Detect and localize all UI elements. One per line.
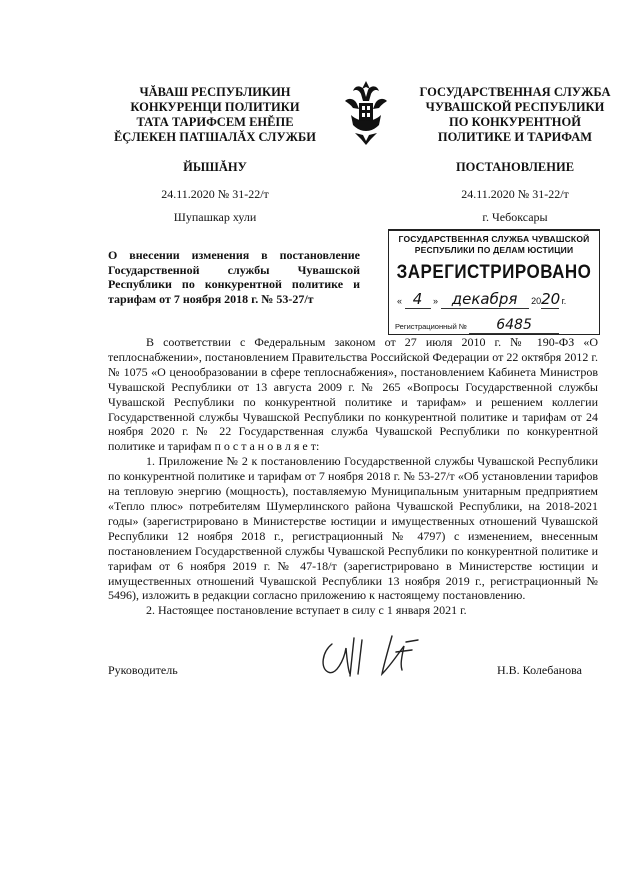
emblem-icon	[333, 75, 399, 147]
city-russian: г. Чебоксары	[482, 210, 548, 224]
stamp-year-suffix: 20	[541, 290, 561, 308]
header-russian-line: ПО КОНКУРЕНТНОЙ	[449, 115, 581, 129]
stamp-number: 6485	[469, 317, 559, 334]
body-item-1: 1. Приложение № 2 к постановлению Государственной службы Чувашской Республики по конкурентной политике и тарифам от 7 ноября 2018 г. № 53-27/т «Об установлении тарифов на тепловую энергию (мощность), поставляемую Муниципальным унитарным предприятием «Тепло плюс» потребителям Шумерлинского района Чувашской Республики, на 2018-2021 годы» (зарегистрировано в Министерстве юстиции и имущественных отношений Чувашской Республики 12 ноября 2018 г., регистрационный № 4797) с изменением, внесенным постановлением Государственной службы Чувашской Республики по конкурентной политике и тарифам от 6 ноября 2019 г. № 47-18/т (зарегистрировано в Министерстве юстиции и имущественных отношений Чувашской Республики 13 ноября 2019 г., регистрационный № 5496), изложить в редакции согласно приложению к настоящему постановлению.	[108, 454, 598, 603]
doc-type-russian: ПОСТАНОВЛЕНИЕ	[455, 160, 575, 174]
document-subject: О внесении изменения в постановление Государственной службы Чувашской Республики по конкурентной политике и тарифам от 7 ноября 2018 г. № 53-27/т	[108, 248, 360, 306]
stamp-date-line	[397, 290, 593, 309]
header-russian-line: ПОЛИТИКЕ И ТАРИФАМ	[437, 130, 593, 144]
stamp-day: 4	[405, 290, 431, 309]
signatory-name: Н.В. Колебанова	[497, 663, 582, 677]
header-russian	[410, 85, 620, 145]
stamp-quote-close: »	[433, 296, 439, 306]
header-chuvash-line: КОНКУРЕНЦИ ПОЛИТИКИ	[130, 100, 300, 114]
stamp-year-prefix: 20	[531, 296, 542, 306]
body-preamble: В соответствии с Федеральным законом от 27 июля 2010 г. № 190-ФЗ «О теплоснабжении», постановлением Правительства Российской Федерации от 22 октября 2012 г. № 1075 «О ценообразовании в сфере теплоснабжения», постановлением Кабинета Министров Чувашской Республики от 13 августа 2009 г. № 265 «Вопросы Государственной службы Чувашской Республики по конкурентной политике и тарифам» и решением коллегии Государственной службы Чувашской Республики по конкурентной политике и тарифам от 24 ноября 2020 г. № 22 Государственная служба Чувашской Республики по конкурентной политике и тарифам п о с т а н о в л я е т:	[108, 335, 598, 454]
header-chuvash	[110, 85, 320, 145]
stamp-org-line: РЕСПУБЛИКИ ПО ДЕЛАМ ЮСТИЦИИ	[414, 245, 574, 255]
stamp-org-line: ГОСУДАРСТВЕННАЯ СЛУЖБА ЧУВАШСКОЙ	[398, 234, 590, 244]
header-chuvash-line: ТАТА ТАРИФСЕМ ЕНĔПЕ	[136, 115, 294, 129]
header-chuvash-line: ЧĂВАШ РЕСПУБЛИКИН	[139, 85, 291, 99]
city-chuvash: Шупашкар хули	[173, 210, 257, 224]
stamp-organization	[389, 234, 599, 256]
signature-title: Руководитель	[108, 663, 178, 677]
stamp-number-label: Регистрационный №	[395, 322, 467, 331]
stamp-quote-open: «	[397, 296, 403, 306]
stamp-registered-label: ЗАРЕГИСТРИРОВАНО	[396, 260, 592, 283]
stamp-number-line	[395, 317, 595, 334]
body-item-2: 2. Настоящее постановление вступает в силу с 1 января 2021 г.	[146, 603, 467, 618]
date-number-russian: 24.11.2020 № 31-22/т	[461, 187, 569, 201]
handwritten-signature-icon	[310, 630, 430, 680]
header-russian-line: ГОСУДАРСТВЕННАЯ СЛУЖБА	[419, 85, 611, 99]
header-russian-line: ЧУВАШСКОЙ РЕСПУБЛИКИ	[425, 100, 605, 114]
document-body	[108, 335, 598, 618]
stamp-year-end: г.	[561, 296, 567, 306]
doc-type-chuvash: ЙЫШĂНУ	[183, 160, 247, 174]
stamp-month: декабря	[441, 290, 529, 309]
date-number-chuvash: 24.11.2020 № 31-22/т	[161, 187, 269, 201]
registration-stamp	[388, 229, 600, 335]
header-chuvash-line: ĔÇЛЕКЕН ПАТШАЛĂХ СЛУЖБИ	[113, 130, 317, 144]
